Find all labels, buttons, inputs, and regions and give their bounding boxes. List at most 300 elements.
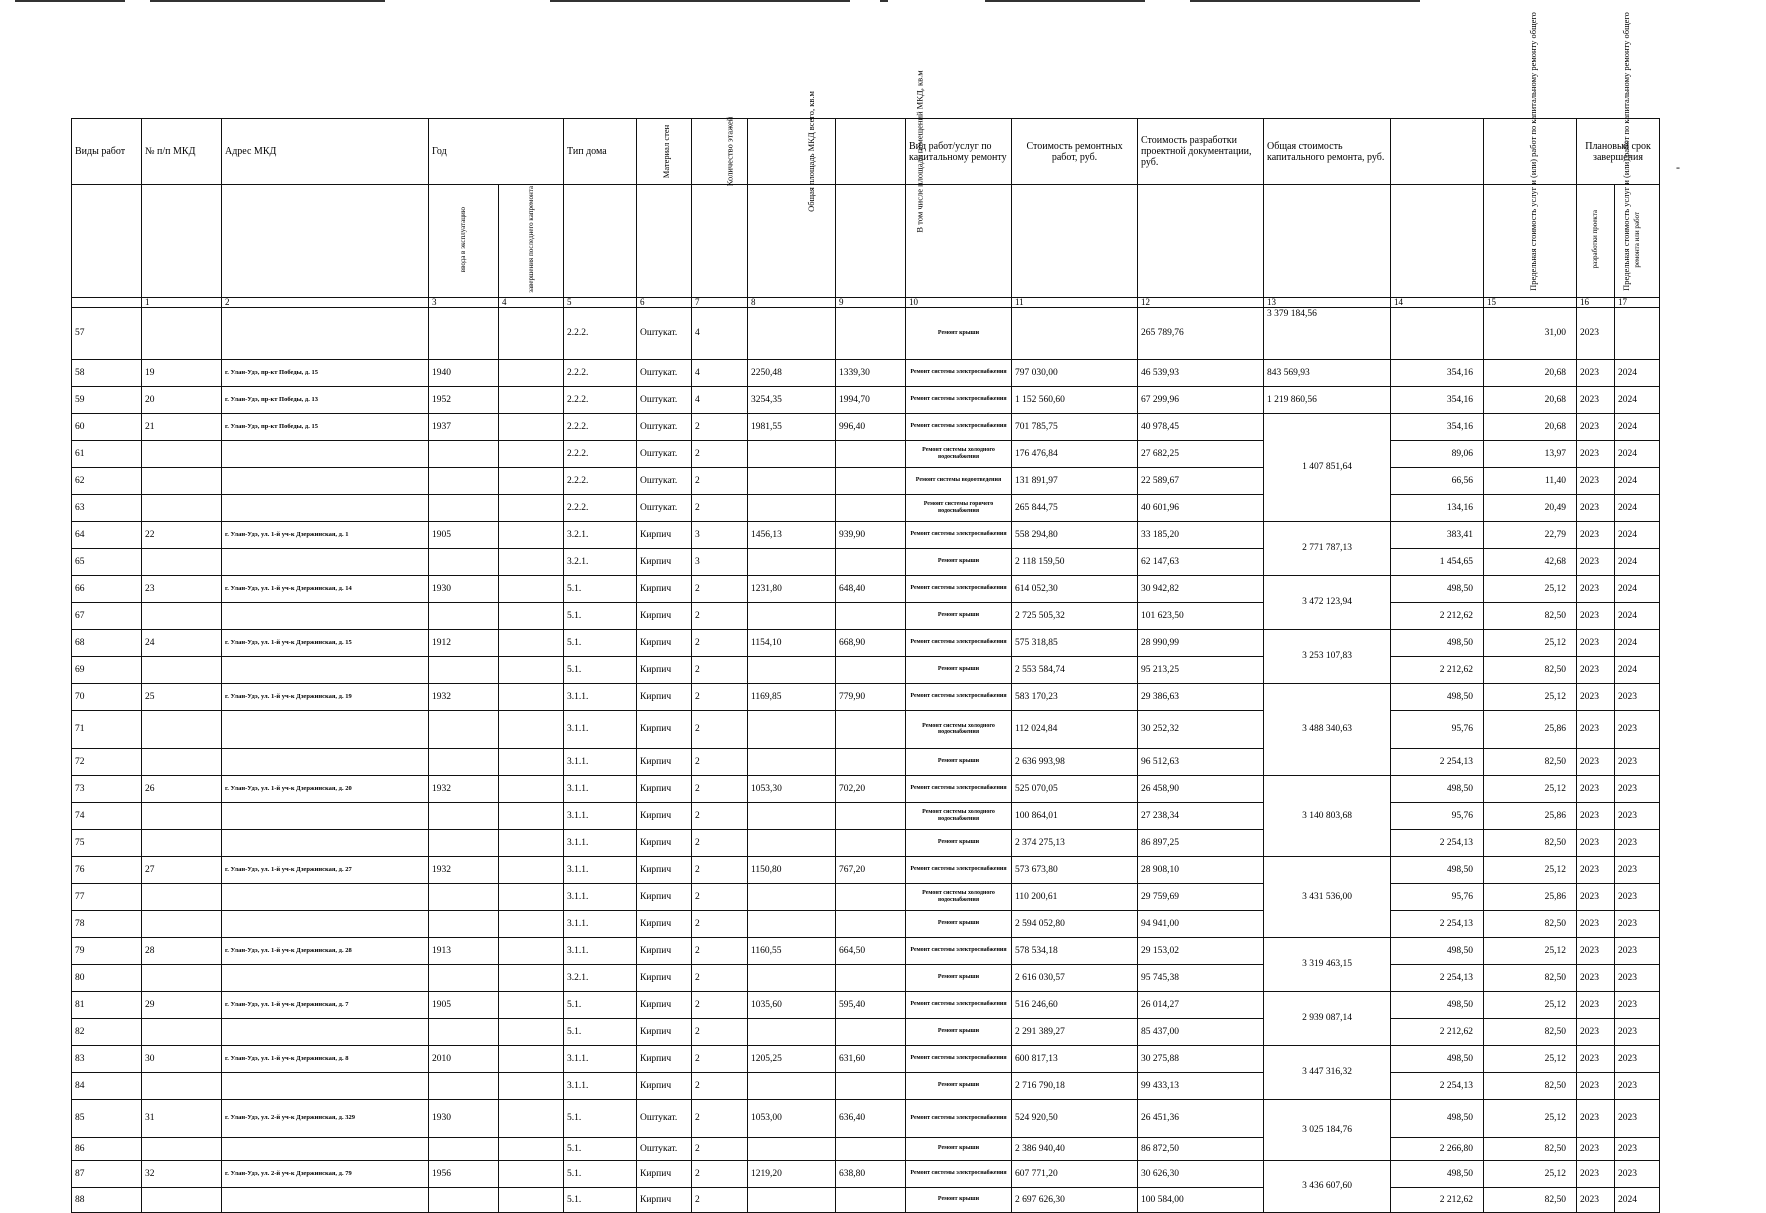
address: г. Улан-Удэ, пр-кт Победы, д. 13	[222, 386, 429, 413]
house-type: 5.1.	[564, 629, 637, 656]
work-type: Ремонт крыши	[906, 548, 1012, 575]
year: 1940	[429, 359, 499, 386]
house-type: 3.2.1.	[564, 548, 637, 575]
house-type: 2.2.2.	[564, 359, 637, 386]
table-row	[72, 964, 1660, 991]
address: г. Улан-Удэ, ул. 1-й уч-к Дзержинская, д. 15	[222, 629, 429, 656]
floors: 2	[692, 829, 748, 856]
max-cost-repair: 498,50	[1391, 1160, 1484, 1187]
wall-material: Кирпич	[637, 575, 692, 602]
wall-material: Кирпич	[637, 910, 692, 937]
design-year: 2023	[1577, 307, 1615, 359]
repair-cost: 2 118 159,50	[1012, 548, 1138, 575]
repair-year: 2024	[1615, 521, 1660, 548]
total-area	[748, 1187, 836, 1212]
address: г. Улан-Удэ, ул. 1-й уч-к Дзержинская, д. 7	[222, 991, 429, 1018]
wall-material: Кирпич	[637, 602, 692, 629]
design-year: 2023	[1577, 710, 1615, 748]
mkd-number: 20	[142, 386, 222, 413]
row-number: 78	[72, 910, 142, 937]
living-area: 939,90	[836, 521, 906, 548]
work-type: Ремонт системы электроснабжения	[906, 991, 1012, 1018]
address	[222, 1072, 429, 1099]
table-row	[72, 991, 1660, 1018]
work-type: Ремонт системы электроснабжения	[906, 575, 1012, 602]
max-cost-design: 20,68	[1484, 413, 1577, 440]
mkd-number: 19	[142, 359, 222, 386]
repair-cost: 2 697 626,30	[1012, 1187, 1138, 1212]
year	[429, 748, 499, 775]
max-cost-repair: 134,16	[1391, 494, 1484, 521]
repair-cost: 100 864,01	[1012, 802, 1138, 829]
design-cost: 26 451,36	[1138, 1099, 1264, 1137]
max-cost-design: 25,86	[1484, 802, 1577, 829]
max-cost-repair: 95,76	[1391, 883, 1484, 910]
total-area	[748, 1072, 836, 1099]
mkd-number	[142, 829, 222, 856]
floors: 2	[692, 602, 748, 629]
repair-cost: 573 673,80	[1012, 856, 1138, 883]
floors: 2	[692, 413, 748, 440]
floors: 3	[692, 548, 748, 575]
living-area	[836, 964, 906, 991]
total-area	[748, 1018, 836, 1045]
design-cost: 86 897,25	[1138, 829, 1264, 856]
work-type: Ремонт системы холодного водоснабжения	[906, 440, 1012, 467]
house-type: 3.1.1.	[564, 883, 637, 910]
max-cost-design: 25,86	[1484, 710, 1577, 748]
column-number: 9	[836, 297, 906, 307]
max-cost-repair	[1391, 307, 1484, 359]
mkd-number: 32	[142, 1160, 222, 1187]
row-number: 88	[72, 1187, 142, 1212]
table-row	[72, 829, 1660, 856]
design-year: 2023	[1577, 629, 1615, 656]
repair-cost: 797 030,00	[1012, 359, 1138, 386]
repair-plan-table	[71, 12, 1660, 1213]
address: г. Улан-Удэ, ул. 1-й уч-к Дзержинская, д. 19	[222, 683, 429, 710]
max-cost-repair: 66,56	[1391, 467, 1484, 494]
wall-material: Кирпич	[637, 710, 692, 748]
repair-cost: 614 052,30	[1012, 575, 1138, 602]
floors: 2	[692, 802, 748, 829]
max-cost-repair: 498,50	[1391, 856, 1484, 883]
repair-year: 2023	[1615, 910, 1660, 937]
total-area: 1456,13	[748, 521, 836, 548]
max-cost-repair: 2 254,13	[1391, 748, 1484, 775]
header-cell: Предельная стоимость услуг и (или) работ по капитальному ремонту общего	[1484, 119, 1577, 185]
design-cost: 29 759,69	[1138, 883, 1264, 910]
max-cost-design: 25,12	[1484, 1045, 1577, 1072]
scan-edge-lines	[0, 0, 1698, 6]
repair-cost: 578 534,18	[1012, 937, 1138, 964]
mkd-number	[142, 802, 222, 829]
wall-material: Кирпич	[637, 829, 692, 856]
design-year: 2023	[1577, 575, 1615, 602]
mkd-number	[142, 467, 222, 494]
living-area: 668,90	[836, 629, 906, 656]
work-type: Ремонт системы электроснабжения	[906, 629, 1012, 656]
header-cell: Общая стоимость капитального ремонта, руб.	[1264, 119, 1391, 185]
design-year: 2023	[1577, 1018, 1615, 1045]
year	[429, 964, 499, 991]
total-cost: 3 253 107,83	[1264, 629, 1391, 683]
max-cost-design: 25,86	[1484, 883, 1577, 910]
house-type: 3.1.1.	[564, 829, 637, 856]
wall-material: Кирпич	[637, 883, 692, 910]
total-area	[748, 710, 836, 748]
design-year: 2023	[1577, 602, 1615, 629]
row-number: 64	[72, 521, 142, 548]
floors: 2	[692, 1018, 748, 1045]
work-type: Ремонт системы горячего водоснабжения	[906, 494, 1012, 521]
total-area: 2250,48	[748, 359, 836, 386]
total-area	[748, 883, 836, 910]
table-row	[72, 1137, 1660, 1160]
column-number: 5	[564, 297, 637, 307]
max-cost-repair: 2 212,62	[1391, 602, 1484, 629]
floors: 2	[692, 575, 748, 602]
mkd-number	[142, 710, 222, 748]
work-type: Ремонт системы электроснабжения	[906, 1099, 1012, 1137]
work-type: Ремонт системы холодного водоснабжения	[906, 710, 1012, 748]
floors: 2	[692, 710, 748, 748]
work-type: Ремонт крыши	[906, 748, 1012, 775]
column-number: 13	[1264, 297, 1391, 307]
max-cost-design: 82,50	[1484, 829, 1577, 856]
design-cost: 33 185,20	[1138, 521, 1264, 548]
row-number: 73	[72, 775, 142, 802]
max-cost-design: 11,40	[1484, 467, 1577, 494]
floors: 2	[692, 1160, 748, 1187]
repair-year: 2023	[1615, 1137, 1660, 1160]
floors: 2	[692, 910, 748, 937]
repair-cost: 516 246,60	[1012, 991, 1138, 1018]
repair-cost: 2 386 940,40	[1012, 1137, 1138, 1160]
total-cost: 2 771 787,13	[1264, 521, 1391, 575]
repair-year: 2023	[1615, 964, 1660, 991]
row-number: 59	[72, 386, 142, 413]
header-cell: Количество этажей	[692, 119, 748, 185]
table-row	[72, 359, 1660, 386]
total-area	[748, 467, 836, 494]
work-type: Ремонт системы электроснабжения	[906, 1160, 1012, 1187]
table-row	[72, 883, 1660, 910]
wall-material: Кирпич	[637, 991, 692, 1018]
table-row	[72, 683, 1660, 710]
address	[222, 440, 429, 467]
wall-material: Кирпич	[637, 521, 692, 548]
repair-cost: 112 024,84	[1012, 710, 1138, 748]
design-cost: 27 682,25	[1138, 440, 1264, 467]
repair-year: 2023	[1615, 856, 1660, 883]
house-type: 3.1.1.	[564, 748, 637, 775]
work-type: Ремонт системы электроснабжения	[906, 856, 1012, 883]
total-area	[748, 602, 836, 629]
repair-year: 2024	[1615, 629, 1660, 656]
design-cost: 30 275,88	[1138, 1045, 1264, 1072]
design-cost: 100 584,00	[1138, 1187, 1264, 1212]
max-cost-design: 82,50	[1484, 1137, 1577, 1160]
work-type: Ремонт системы электроснабжения	[906, 359, 1012, 386]
header-cell: № п/п МКД	[142, 119, 222, 185]
repair-cost: 607 771,20	[1012, 1160, 1138, 1187]
floors: 2	[692, 440, 748, 467]
living-area	[836, 602, 906, 629]
address	[222, 910, 429, 937]
mkd-number	[142, 548, 222, 575]
max-cost-design: 25,12	[1484, 629, 1577, 656]
mkd-number: 22	[142, 521, 222, 548]
header-cell: Общая площадь МКД всего, кв.м	[748, 119, 836, 185]
floors: 2	[692, 991, 748, 1018]
design-year: 2023	[1577, 683, 1615, 710]
total-area: 3254,35	[748, 386, 836, 413]
max-cost-design: 25,12	[1484, 937, 1577, 964]
row-number: 87	[72, 1160, 142, 1187]
row-number: 72	[72, 748, 142, 775]
work-type: Ремонт системы электроснабжения	[906, 937, 1012, 964]
house-type: 5.1.	[564, 1099, 637, 1137]
total-area	[748, 656, 836, 683]
design-year: 2023	[1577, 883, 1615, 910]
subheader-cell: завершения последнего капремонта	[526, 186, 535, 293]
max-cost-design: 82,50	[1484, 964, 1577, 991]
house-type: 5.1.	[564, 1160, 637, 1187]
house-type: 5.1.	[564, 1187, 637, 1212]
work-type: Ремонт крыши	[906, 656, 1012, 683]
repair-year	[1615, 307, 1660, 359]
total-cost: 3 488 340,63	[1264, 683, 1391, 775]
living-area	[836, 910, 906, 937]
address: г. Улан-Удэ, ул. 1-й уч-к Дзержинская, д. 14	[222, 575, 429, 602]
row-number: 80	[72, 964, 142, 991]
max-cost-repair: 95,76	[1391, 802, 1484, 829]
header-cell: Стоимость ремонтных работ, руб.	[1012, 119, 1138, 185]
repair-cost: 701 785,75	[1012, 413, 1138, 440]
design-cost: 99 433,13	[1138, 1072, 1264, 1099]
total-cost: 843 569,93	[1264, 359, 1391, 386]
mkd-number	[142, 307, 222, 359]
floors: 2	[692, 1072, 748, 1099]
wall-material: Оштукат.	[637, 359, 692, 386]
floors: 2	[692, 856, 748, 883]
total-cost: 3 472 123,94	[1264, 575, 1391, 629]
total-area	[748, 548, 836, 575]
max-cost-design: 20,68	[1484, 386, 1577, 413]
design-year: 2023	[1577, 1137, 1615, 1160]
year	[429, 710, 499, 748]
floors: 2	[692, 467, 748, 494]
mkd-number	[142, 748, 222, 775]
design-cost: 101 623,50	[1138, 602, 1264, 629]
max-cost-repair: 498,50	[1391, 1099, 1484, 1137]
table-row	[72, 1072, 1660, 1099]
year	[429, 1018, 499, 1045]
table-row	[72, 775, 1660, 802]
design-cost: 95 745,38	[1138, 964, 1264, 991]
living-area	[836, 307, 906, 359]
total-cost: 3 447 316,32	[1264, 1045, 1391, 1099]
year: 1930	[429, 1099, 499, 1137]
max-cost-repair: 2 254,13	[1391, 964, 1484, 991]
column-number: 2	[222, 297, 429, 307]
max-cost-design: 25,12	[1484, 683, 1577, 710]
max-cost-repair: 89,06	[1391, 440, 1484, 467]
house-type: 3.1.1.	[564, 856, 637, 883]
design-cost: 29 386,63	[1138, 683, 1264, 710]
table-row	[72, 575, 1660, 602]
table-row	[72, 494, 1660, 521]
mkd-number: 23	[142, 575, 222, 602]
table-row	[72, 1187, 1660, 1212]
work-type: Ремонт системы водоотведения	[906, 467, 1012, 494]
repair-cost: 524 920,50	[1012, 1099, 1138, 1137]
house-type: 3.1.1.	[564, 910, 637, 937]
design-cost: 30 626,30	[1138, 1160, 1264, 1187]
address	[222, 710, 429, 748]
living-area: 631,60	[836, 1045, 906, 1072]
row-number: 70	[72, 683, 142, 710]
row-number: 62	[72, 467, 142, 494]
total-cost: 3 319 463,15	[1264, 937, 1391, 991]
living-area: 636,40	[836, 1099, 906, 1137]
total-cost: 3 379 184,56	[1264, 307, 1391, 359]
house-type: 2.2.2.	[564, 413, 637, 440]
header-cell: Тип дома	[564, 119, 637, 185]
table-row	[72, 629, 1660, 656]
column-number: 14	[1391, 297, 1484, 307]
repair-year: 2023	[1615, 802, 1660, 829]
design-cost: 40 601,96	[1138, 494, 1264, 521]
total-area: 1053,00	[748, 1099, 836, 1137]
design-year: 2023	[1577, 937, 1615, 964]
year	[429, 440, 499, 467]
table-row	[72, 1018, 1660, 1045]
table-row	[72, 521, 1660, 548]
floors: 2	[692, 1137, 748, 1160]
repair-year: 2023	[1615, 710, 1660, 748]
design-year: 2023	[1577, 413, 1615, 440]
house-type: 2.2.2.	[564, 467, 637, 494]
mkd-number	[142, 883, 222, 910]
mkd-number	[142, 1018, 222, 1045]
work-type: Ремонт крыши	[906, 964, 1012, 991]
floors: 3	[692, 521, 748, 548]
repair-year: 2023	[1615, 883, 1660, 910]
max-cost-design: 82,50	[1484, 910, 1577, 937]
living-area	[836, 748, 906, 775]
house-type: 3.1.1.	[564, 775, 637, 802]
address: г. Улан-Удэ, пр-кт Победы, д. 15	[222, 359, 429, 386]
repair-year: 2024	[1615, 440, 1660, 467]
work-type: Ремонт системы электроснабжения	[906, 386, 1012, 413]
year	[429, 307, 499, 359]
repair-cost: 2 636 993,98	[1012, 748, 1138, 775]
row-number: 69	[72, 656, 142, 683]
house-type: 2.2.2.	[564, 307, 637, 359]
floors: 2	[692, 629, 748, 656]
total-area	[748, 910, 836, 937]
living-area	[836, 548, 906, 575]
year	[429, 494, 499, 521]
header-cell: Плановый срок завершения	[1577, 119, 1660, 185]
header-cell: Материал стен	[637, 119, 692, 185]
max-cost-repair: 95,76	[1391, 710, 1484, 748]
address	[222, 494, 429, 521]
design-cost: 26 458,90	[1138, 775, 1264, 802]
column-number: 3	[429, 297, 499, 307]
house-type: 5.1.	[564, 656, 637, 683]
wall-material: Оштукат.	[637, 413, 692, 440]
address	[222, 548, 429, 575]
row-number: 61	[72, 440, 142, 467]
max-cost-repair: 498,50	[1391, 937, 1484, 964]
address: г. Улан-Удэ, пр-кт Победы, д. 15	[222, 413, 429, 440]
repair-year: 2023	[1615, 775, 1660, 802]
row-number: 57	[72, 307, 142, 359]
max-cost-design: 42,68	[1484, 548, 1577, 575]
year: 1912	[429, 629, 499, 656]
total-cost: 3 431 536,00	[1264, 856, 1391, 937]
address	[222, 467, 429, 494]
mkd-number	[142, 964, 222, 991]
mkd-number: 24	[142, 629, 222, 656]
total-cost: 1 219 860,56	[1264, 386, 1391, 413]
column-number: 7	[692, 297, 748, 307]
address	[222, 602, 429, 629]
wall-material: Оштукат.	[637, 386, 692, 413]
row-number: 75	[72, 829, 142, 856]
living-area	[836, 1137, 906, 1160]
max-cost-design: 82,50	[1484, 656, 1577, 683]
floors: 2	[692, 656, 748, 683]
row-number: 66	[72, 575, 142, 602]
year	[429, 1187, 499, 1212]
repair-year: 2023	[1615, 829, 1660, 856]
repair-year: 2024	[1615, 1187, 1660, 1212]
table-row	[72, 656, 1660, 683]
max-cost-repair: 2 266,80	[1391, 1137, 1484, 1160]
house-type: 5.1.	[564, 575, 637, 602]
total-area	[748, 748, 836, 775]
row-number: 77	[72, 883, 142, 910]
row-number: 86	[72, 1137, 142, 1160]
wall-material: Кирпич	[637, 629, 692, 656]
wall-material: Кирпич	[637, 548, 692, 575]
header-cell: В том числе площадь помещений МКД, кв.м	[836, 119, 906, 185]
floors: 4	[692, 307, 748, 359]
living-area	[836, 710, 906, 748]
mkd-number: 26	[142, 775, 222, 802]
house-type: 2.2.2.	[564, 440, 637, 467]
max-cost-repair: 2 254,13	[1391, 910, 1484, 937]
work-type: Ремонт крыши	[906, 307, 1012, 359]
wall-material: Оштукат.	[637, 1137, 692, 1160]
repair-cost: 558 294,80	[1012, 521, 1138, 548]
work-type: Ремонт системы электроснабжения	[906, 413, 1012, 440]
table-row	[72, 548, 1660, 575]
table-row	[72, 937, 1660, 964]
house-type: 5.1.	[564, 602, 637, 629]
living-area: 648,40	[836, 575, 906, 602]
total-area: 1150,80	[748, 856, 836, 883]
max-cost-repair: 2 254,13	[1391, 1072, 1484, 1099]
wall-material: Оштукат.	[637, 1099, 692, 1137]
house-type: 5.1.	[564, 991, 637, 1018]
max-cost-design: 82,50	[1484, 1018, 1577, 1045]
row-number: 65	[72, 548, 142, 575]
